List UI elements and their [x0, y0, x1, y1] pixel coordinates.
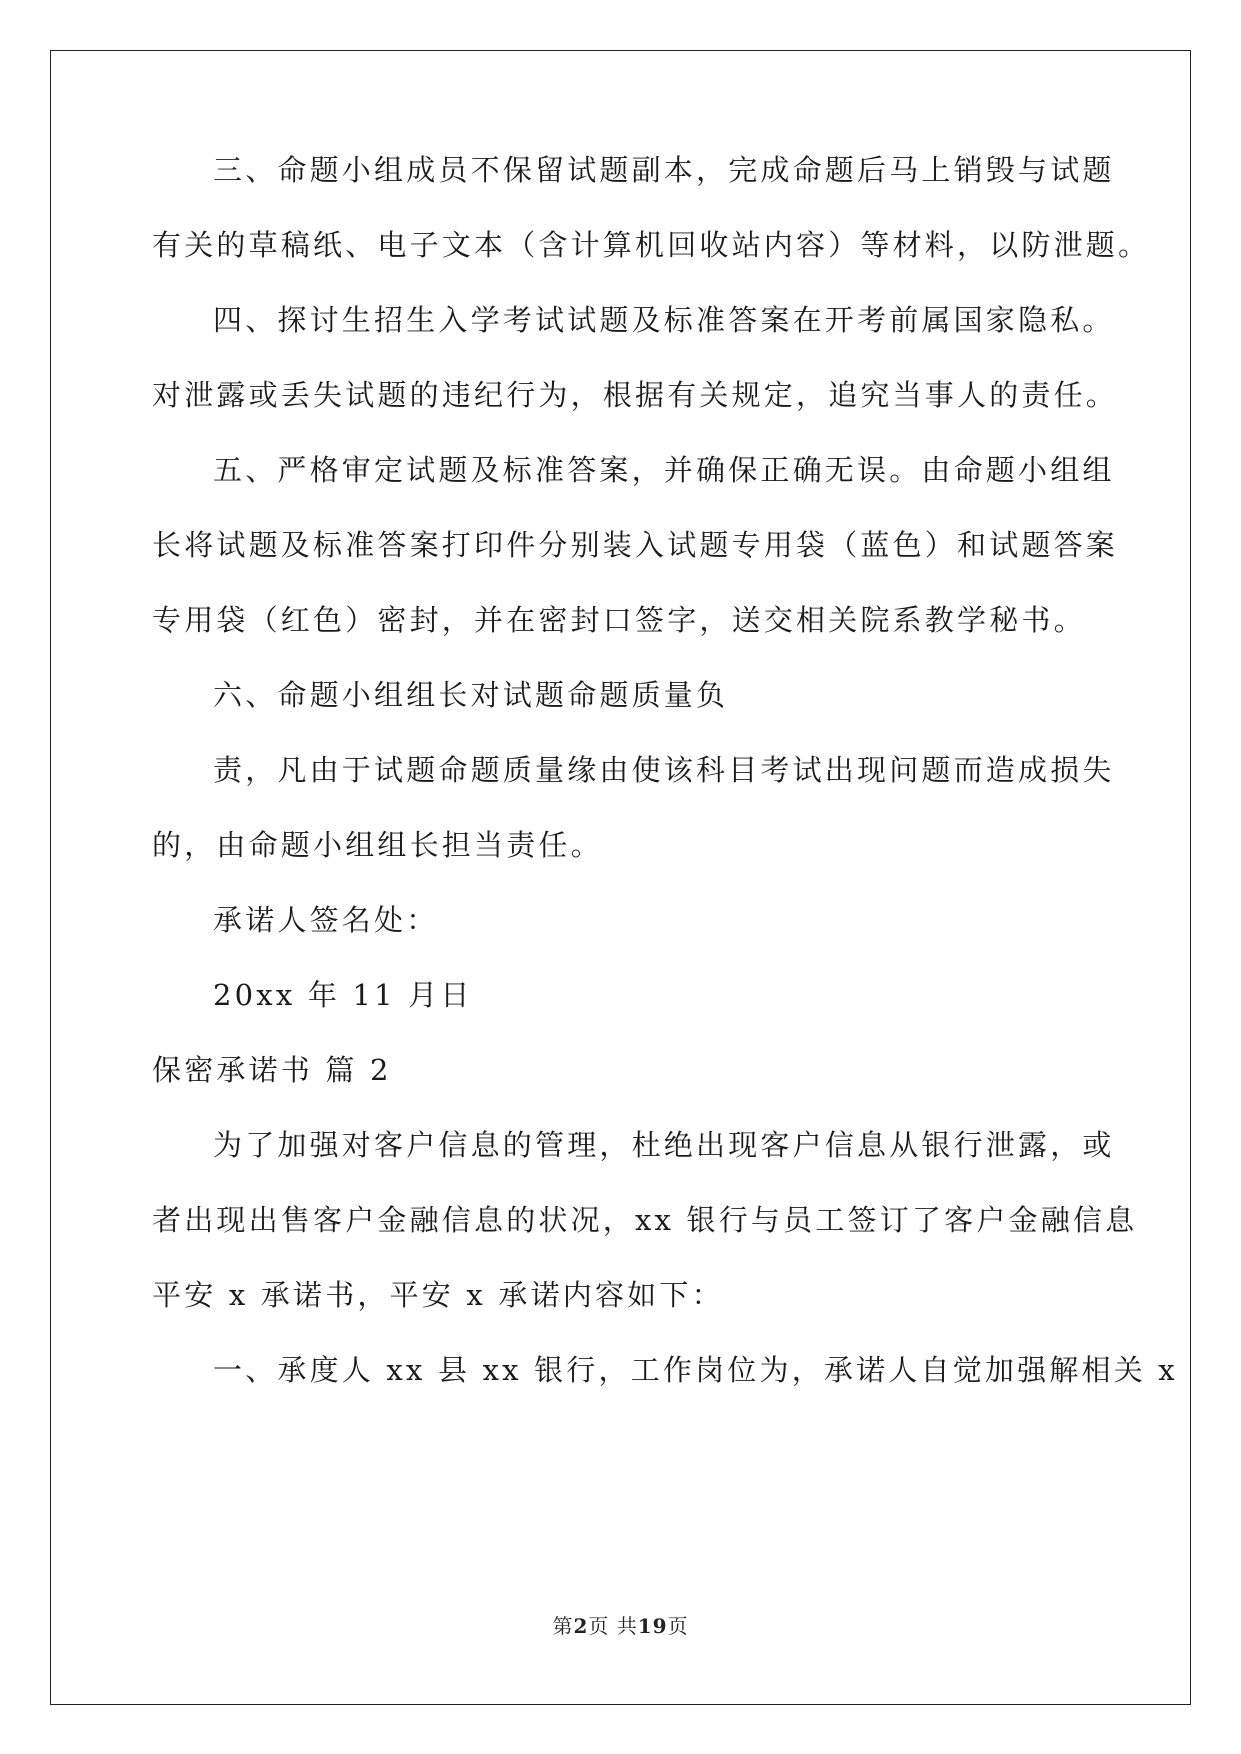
- paragraph-line: 者出现出售客户金融信息的状况，xx 银行与员工签订了客户金融信息: [152, 1203, 1138, 1237]
- paragraph-line: 三、命题小组成员不保留试题副本，完成命题后马上销毁与试题: [213, 153, 1115, 187]
- signature-label: 承诺人签名处：: [213, 903, 439, 937]
- paragraph-line: 专用袋（红色）密封，并在密封口签字，送交相关院系教学秘书。: [152, 603, 1086, 637]
- date-line: 20xx 年 11 月日: [213, 978, 473, 1012]
- paragraph-line: 的，由命题小组组长担当责任。: [152, 828, 603, 862]
- paragraph-line: 平安 x 承诺书，平安 x 承诺内容如下：: [152, 1278, 724, 1312]
- footer-prefix: 第: [552, 1614, 574, 1638]
- paragraph-line: 四、探讨生招生入学考试试题及标准答案在开考前属国家隐私。: [213, 303, 1115, 337]
- footer-suffix: 页: [667, 1614, 689, 1638]
- footer-total-pages: 19: [637, 1614, 668, 1638]
- paragraph-line: 六、命题小组组长对试题命题质量负: [213, 678, 729, 712]
- paragraph-line: 对泄露或丢失试题的违纪行为，根据有关规定，追究当事人的责任。: [152, 378, 1119, 412]
- paragraph-line: 五、严格审定试题及标准答案，并确保正确无误。由命题小组组: [213, 453, 1115, 487]
- paragraph-line: 为了加强对客户信息的管理，杜绝出现客户信息从银行泄露，或: [213, 1128, 1115, 1162]
- paragraph-line: 长将试题及标准答案打印件分别装入试题专用袋（蓝色）和试题答案: [152, 528, 1119, 562]
- footer-page-number: 2: [573, 1614, 589, 1638]
- page-footer: [0, 1610, 1241, 1639]
- footer-mid: 页 共: [588, 1614, 638, 1638]
- page-border: [50, 50, 1191, 1705]
- paragraph-line: 一、承度人 xx 县 xx 银行，工作岗位为，承诺人自觉加强解相关 x: [213, 1353, 1178, 1387]
- paragraph-line: 责，凡由于试题命题质量缘由使该科目考试出现问题而造成损失: [213, 753, 1115, 787]
- paragraph-line: 有关的草稿纸、电子文本（含计算机回收站内容）等材料，以防泄题。: [152, 228, 1151, 262]
- section-heading: 保密承诺书 篇 2: [152, 1053, 392, 1087]
